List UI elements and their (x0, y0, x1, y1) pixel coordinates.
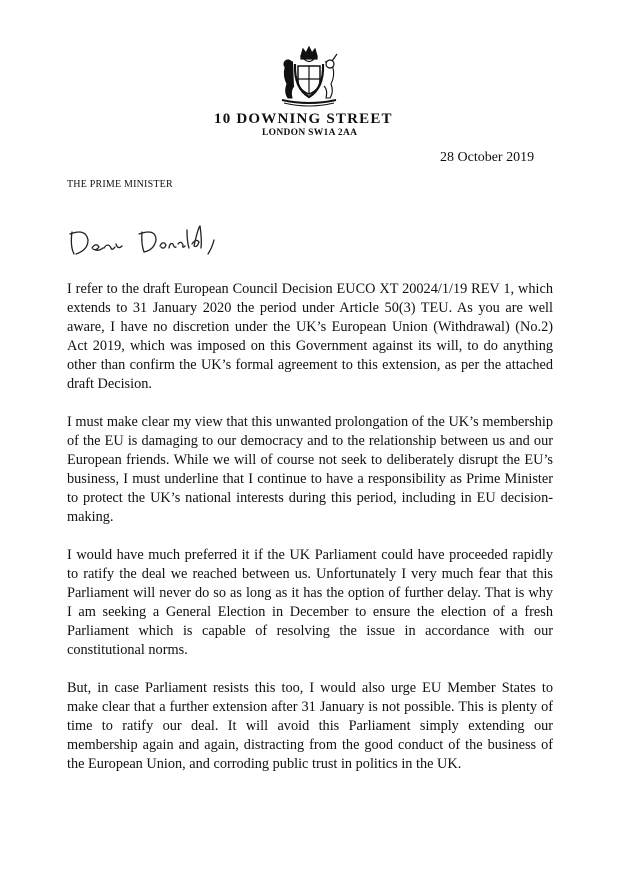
letter-paragraph: I must make clear my view that this unwanted prolongation of the UK’s membership of the EU is damaging to our democracy and to the relationship between us and our European friends. While we will of course not seek to deliberately disrupt the EU’s business, I must underline that I continue to have a responsibility as Prime Minister to protect the UK’s national interests during this period, including in EU decision-making. (67, 414, 553, 525)
handwritten-salutation (66, 222, 226, 262)
letter-paragraph: I would have much preferred it if the UK Parliament could have proceeded rapidly to ratify the deal we reached between us. Unfortunately I very much fear that this Parliament will never do so as long as it has the option of further delay. That is why I am seeking a General Election in December to ensure the election of a fresh Parliament which is capable of resolving the issue in accordance with our constitutional norms. (67, 547, 553, 658)
letter-date: 28 October 2019 (440, 150, 535, 165)
address-line-1: 10 DOWNING STREET (214, 111, 393, 127)
address-line-2: LONDON SW1A 2AA (262, 128, 358, 138)
letter-paragraph: But, in case Parliament resists this too, I would also urge EU Member States to make clear that a further extension after 31 January is not possible. This is plenty of time to ratify our deal. It will avoid this Parliament simply extending our membership again and again, distracting from the good conduct of the business of the European Union, and corroding public trust in politics in the UK. (67, 680, 553, 772)
letter-paragraph: I refer to the draft European Council Decision EUCO XT 20024/1/19 REV 1, which extends to 31 January 2020 the period under Article 50(3) TEU. As you are well aware, I have no discretion under the UK’s European Union (Withdrawal) (No.2) Act 2019, which was imposed on this Government against its will, to do anything other than confirm the UK’s formal agreement to this extension, as per the attached draft Decision. (67, 281, 553, 392)
royal-coat-of-arms-icon (270, 42, 348, 108)
letter-body (67, 280, 553, 793)
sender-title: THE PRIME MINISTER (67, 179, 173, 190)
